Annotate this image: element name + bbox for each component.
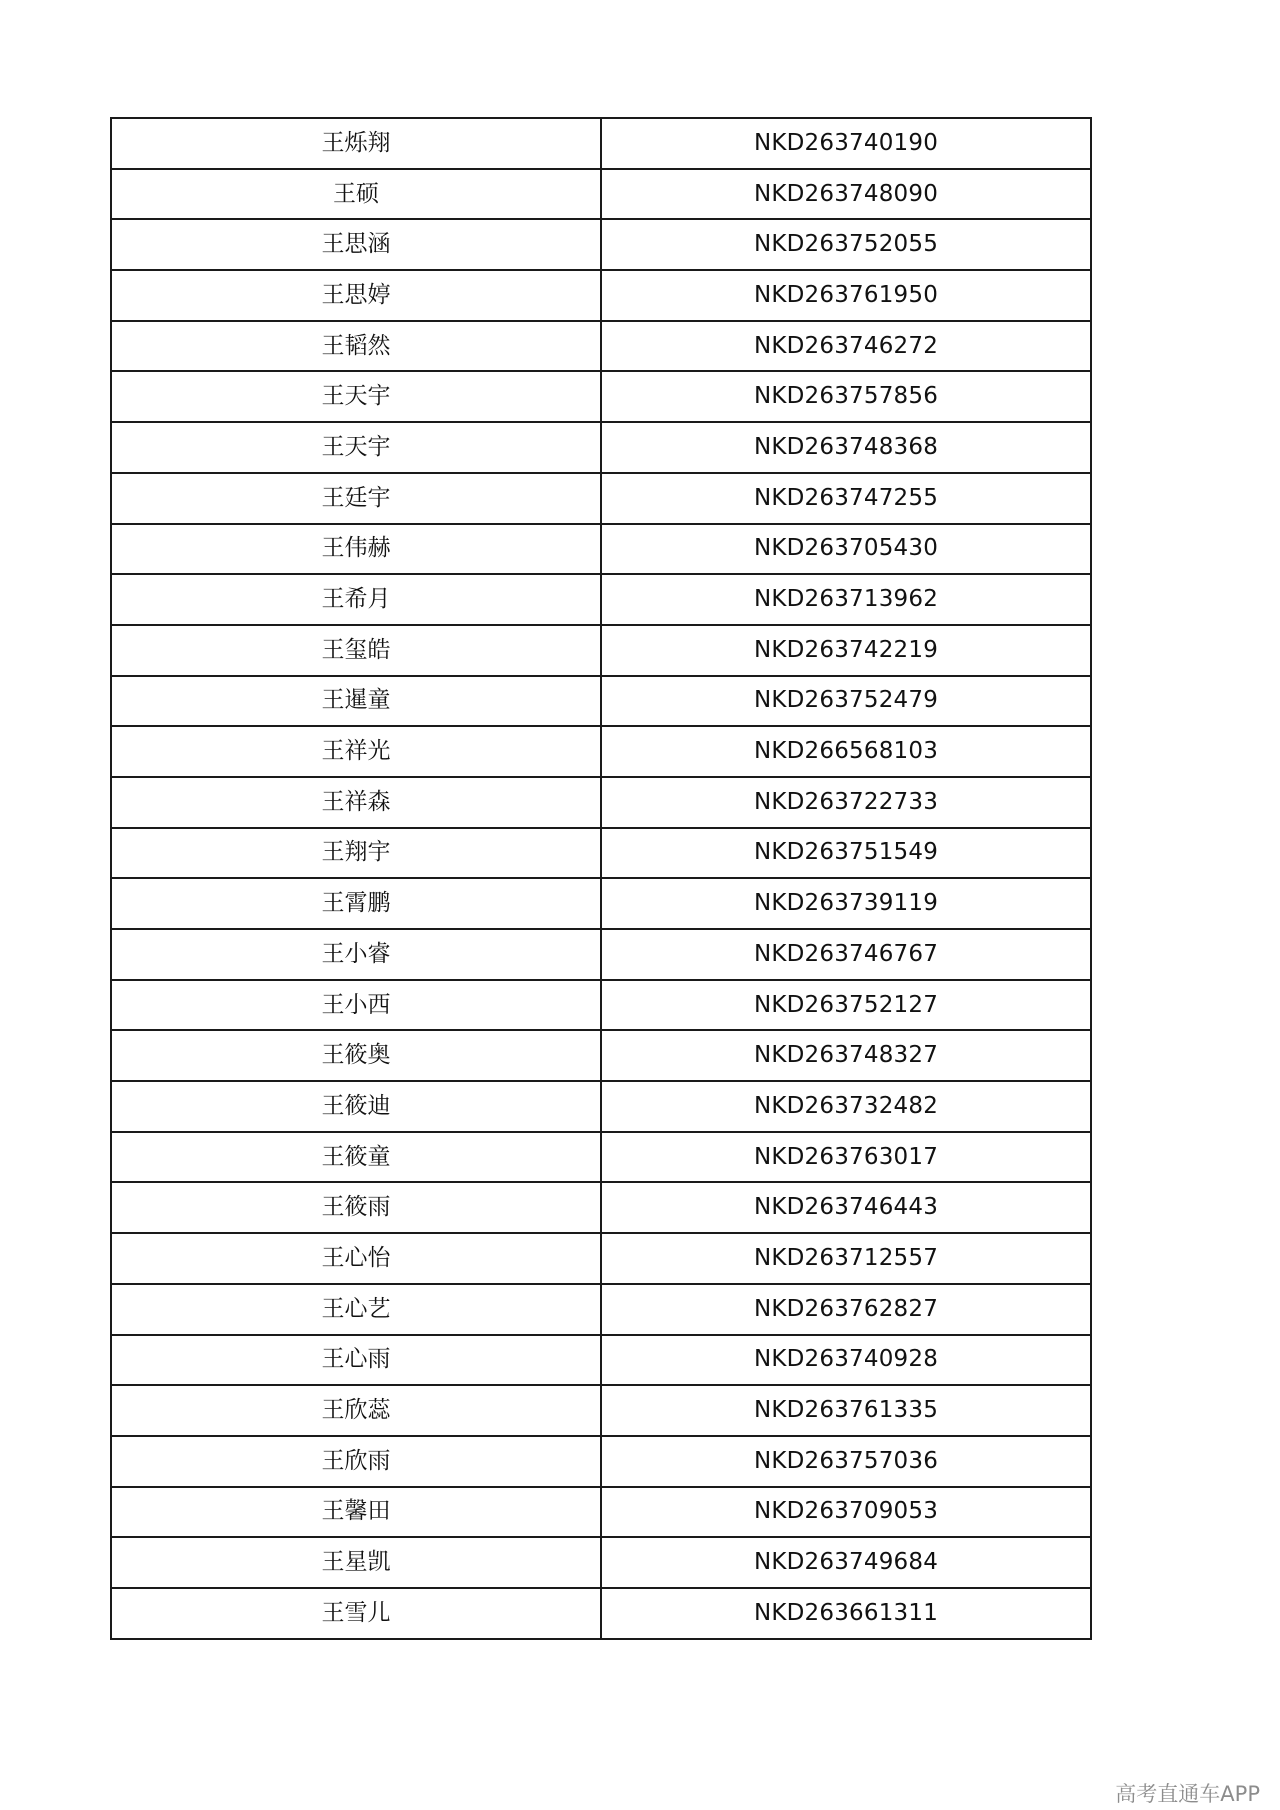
student-name-cell: 王翔宇: [111, 828, 601, 879]
student-name-cell: 王伟赫: [111, 524, 601, 575]
table-row: [111, 625, 1091, 676]
table-row: [111, 1284, 1091, 1335]
table-row: [111, 1385, 1091, 1436]
student-id-cell: NKD263748368: [601, 422, 1091, 473]
table-row: [111, 524, 1091, 575]
student-name-cell: 王暹童: [111, 676, 601, 727]
table-row: [111, 777, 1091, 828]
student-name-cell: 王雪儿: [111, 1588, 601, 1639]
student-name-cell: 王欣雨: [111, 1436, 601, 1487]
table-row: [111, 1588, 1091, 1639]
table-row: [111, 270, 1091, 321]
student-id-cell: NKD263748327: [601, 1030, 1091, 1081]
student-id-cell: NKD263752055: [601, 219, 1091, 270]
student-id-cell: NKD263739119: [601, 878, 1091, 929]
student-name-cell: 王馨田: [111, 1487, 601, 1538]
table-row: [111, 878, 1091, 929]
student-name-cell: 王玺皓: [111, 625, 601, 676]
student-id-cell: NKD263757036: [601, 1436, 1091, 1487]
student-name-cell: 王烁翔: [111, 118, 601, 169]
student-id-cell: NKD263761950: [601, 270, 1091, 321]
table-row: [111, 1233, 1091, 1284]
table-row: [111, 1182, 1091, 1233]
student-name-cell: 王心艺: [111, 1284, 601, 1335]
table-row: [111, 1081, 1091, 1132]
student-id-cell: NKD263732482: [601, 1081, 1091, 1132]
student-name-cell: 王韬然: [111, 321, 601, 372]
student-name-cell: 王心怡: [111, 1233, 601, 1284]
student-name-cell: 王筱奥: [111, 1030, 601, 1081]
student-id-cell: NKD263713962: [601, 574, 1091, 625]
student-name-cell: 王霄鹏: [111, 878, 601, 929]
student-name-cell: 王祥森: [111, 777, 601, 828]
table-row: [111, 980, 1091, 1031]
table-row: [111, 169, 1091, 220]
name-list-body: [111, 118, 1091, 1639]
student-id-cell: NKD263747255: [601, 473, 1091, 524]
student-name-cell: 王硕: [111, 169, 601, 220]
table-row: [111, 321, 1091, 372]
student-name-cell: 王祥光: [111, 726, 601, 777]
table-row: [111, 1487, 1091, 1538]
table-row: [111, 574, 1091, 625]
student-name-cell: 王心雨: [111, 1335, 601, 1386]
table-row: [111, 676, 1091, 727]
student-name-cell: 王天宇: [111, 371, 601, 422]
student-name-cell: 王筱迪: [111, 1081, 601, 1132]
table-row: [111, 1436, 1091, 1487]
student-name-cell: 王筱雨: [111, 1182, 601, 1233]
table-row: [111, 371, 1091, 422]
student-id-cell: NKD263722733: [601, 777, 1091, 828]
student-id-cell: NKD263740190: [601, 118, 1091, 169]
student-id-cell: NKD263661311: [601, 1588, 1091, 1639]
table-row: [111, 828, 1091, 879]
student-id-cell: NKD266568103: [601, 726, 1091, 777]
student-id-cell: NKD263761335: [601, 1385, 1091, 1436]
student-id-cell: NKD263740928: [601, 1335, 1091, 1386]
student-name-cell: 王希月: [111, 574, 601, 625]
student-name-cell: 王廷宇: [111, 473, 601, 524]
table-row: [111, 118, 1091, 169]
table-row: [111, 1132, 1091, 1183]
student-name-cell: 王小睿: [111, 929, 601, 980]
table-row: [111, 219, 1091, 270]
student-id-cell: NKD263749684: [601, 1537, 1091, 1588]
table-row: [111, 1335, 1091, 1386]
student-id-cell: NKD263752127: [601, 980, 1091, 1031]
student-name-cell: 王欣蕊: [111, 1385, 601, 1436]
student-id-cell: NKD263746767: [601, 929, 1091, 980]
table-row: [111, 1537, 1091, 1588]
student-id-cell: NKD263742219: [601, 625, 1091, 676]
watermark-text: 高考直通车APP: [1115, 1782, 1260, 1806]
table-row: [111, 1030, 1091, 1081]
student-id-cell: NKD263763017: [601, 1132, 1091, 1183]
student-id-cell: NKD263746443: [601, 1182, 1091, 1233]
student-id-cell: NKD263751549: [601, 828, 1091, 879]
student-name-cell: 王思婷: [111, 270, 601, 321]
student-id-cell: NKD263712557: [601, 1233, 1091, 1284]
student-id-cell: NKD263709053: [601, 1487, 1091, 1538]
student-id-cell: NKD263746272: [601, 321, 1091, 372]
table-row: [111, 726, 1091, 777]
student-name-cell: 王天宇: [111, 422, 601, 473]
student-id-cell: NKD263748090: [601, 169, 1091, 220]
student-name-cell: 王思涵: [111, 219, 601, 270]
name-list-table: [110, 117, 1092, 1640]
table-row: [111, 473, 1091, 524]
table-row: [111, 422, 1091, 473]
student-name-cell: 王筱童: [111, 1132, 601, 1183]
student-id-cell: NKD263762827: [601, 1284, 1091, 1335]
student-name-cell: 王星凯: [111, 1537, 601, 1588]
student-id-cell: NKD263757856: [601, 371, 1091, 422]
student-name-cell: 王小西: [111, 980, 601, 1031]
student-id-cell: NKD263752479: [601, 676, 1091, 727]
student-id-cell: NKD263705430: [601, 524, 1091, 575]
table-row: [111, 929, 1091, 980]
